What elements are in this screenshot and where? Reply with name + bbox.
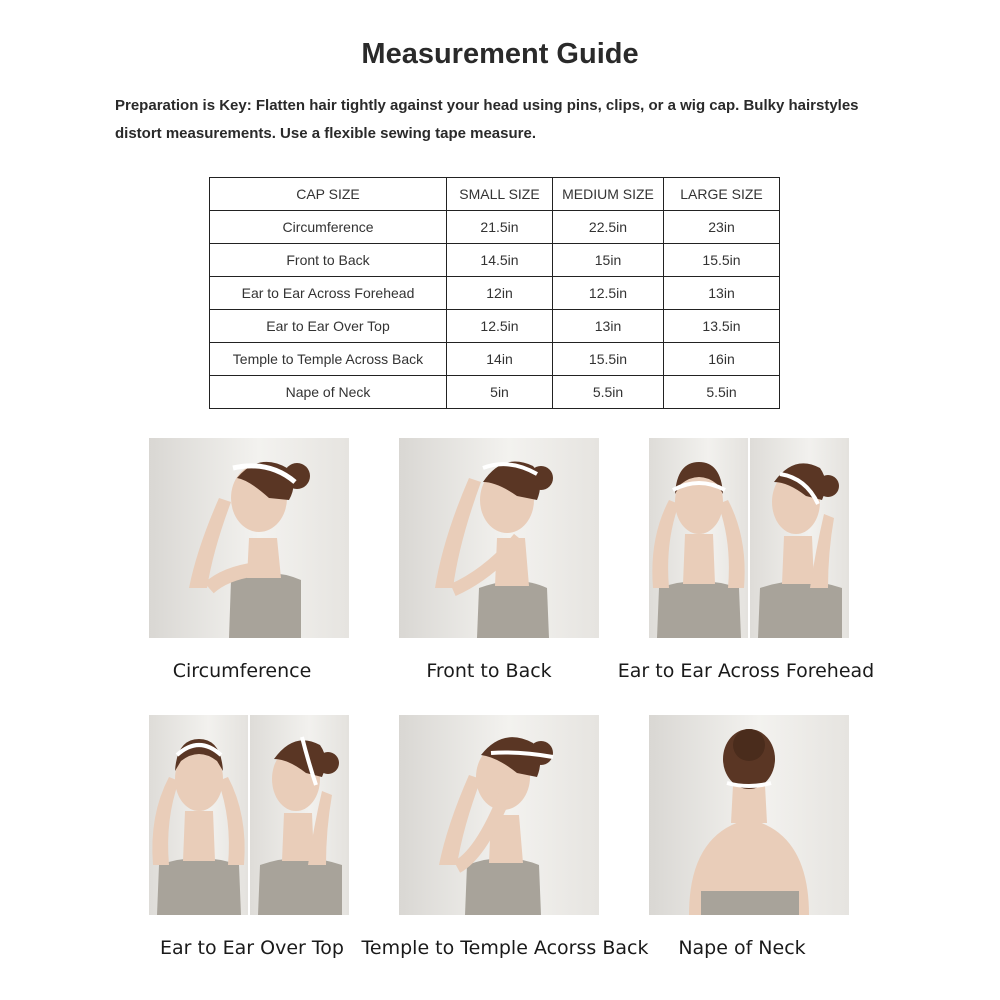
caption-temple-back: Temple to Temple Acorss Back xyxy=(361,937,649,959)
table-row xyxy=(210,343,780,376)
medium-value: 13in xyxy=(553,310,664,343)
small-value: 12.5in xyxy=(447,310,553,343)
row-label: Front to Back xyxy=(210,244,447,277)
caption-ear-over-top: Ear to Ear Over Top xyxy=(160,937,344,959)
table-row xyxy=(210,277,780,310)
header-cap-size: CAP SIZE xyxy=(210,178,447,211)
table-row xyxy=(210,376,780,409)
medium-value: 22.5in xyxy=(553,211,664,244)
ear-forehead-photo xyxy=(649,438,849,638)
large-value: 5.5in xyxy=(664,376,780,409)
table-row xyxy=(210,244,780,277)
row-label: Nape of Neck xyxy=(210,376,447,409)
row-label: Ear to Ear Over Top xyxy=(210,310,447,343)
header-small: SMALL SIZE xyxy=(447,178,553,211)
small-value: 14in xyxy=(447,343,553,376)
ear-over-top-photo xyxy=(149,715,349,915)
page-title: Measurement Guide xyxy=(361,38,639,70)
medium-value: 15in xyxy=(553,244,664,277)
nape-photo xyxy=(649,715,849,915)
preparation-note: Preparation is Key: Flatten hair tightly against your head using pins, clips, or a wig cap. Bulky hairstyles distort measurements. Use a flexible sewing tape measure. xyxy=(115,97,859,142)
row-label: Temple to Temple Across Back xyxy=(210,343,447,376)
table-header-row xyxy=(210,178,780,211)
medium-value: 15.5in xyxy=(553,343,664,376)
small-value: 14.5in xyxy=(447,244,553,277)
caption-circumference: Circumference xyxy=(172,660,312,682)
small-value: 12in xyxy=(447,277,553,310)
row-label: Ear to Ear Across Forehead xyxy=(210,277,447,310)
caption-nape: Nape of Neck xyxy=(678,937,806,959)
front-to-back-photo xyxy=(399,438,599,638)
front-view xyxy=(149,715,248,915)
large-value: 15.5in xyxy=(664,244,780,277)
header-medium: MEDIUM SIZE xyxy=(553,178,664,211)
row-label: Circumference xyxy=(210,211,447,244)
medium-value: 12.5in xyxy=(553,277,664,310)
caption-front-to-back: Front to Back xyxy=(426,660,552,682)
front-view xyxy=(649,438,748,638)
caption-ear-forehead: Ear to Ear Across Forehead xyxy=(617,660,875,682)
table-row xyxy=(210,211,780,244)
header-large: LARGE SIZE xyxy=(664,178,780,211)
side-view xyxy=(250,715,349,915)
large-value: 23in xyxy=(664,211,780,244)
circumference-photo xyxy=(149,438,349,638)
table-row xyxy=(210,310,780,343)
size-table xyxy=(209,177,780,409)
small-value: 5in xyxy=(447,376,553,409)
side-view xyxy=(750,438,849,638)
small-value: 21.5in xyxy=(447,211,553,244)
large-value: 13in xyxy=(664,277,780,310)
temple-back-photo xyxy=(399,715,599,915)
medium-value: 5.5in xyxy=(553,376,664,409)
large-value: 13.5in xyxy=(664,310,780,343)
large-value: 16in xyxy=(664,343,780,376)
